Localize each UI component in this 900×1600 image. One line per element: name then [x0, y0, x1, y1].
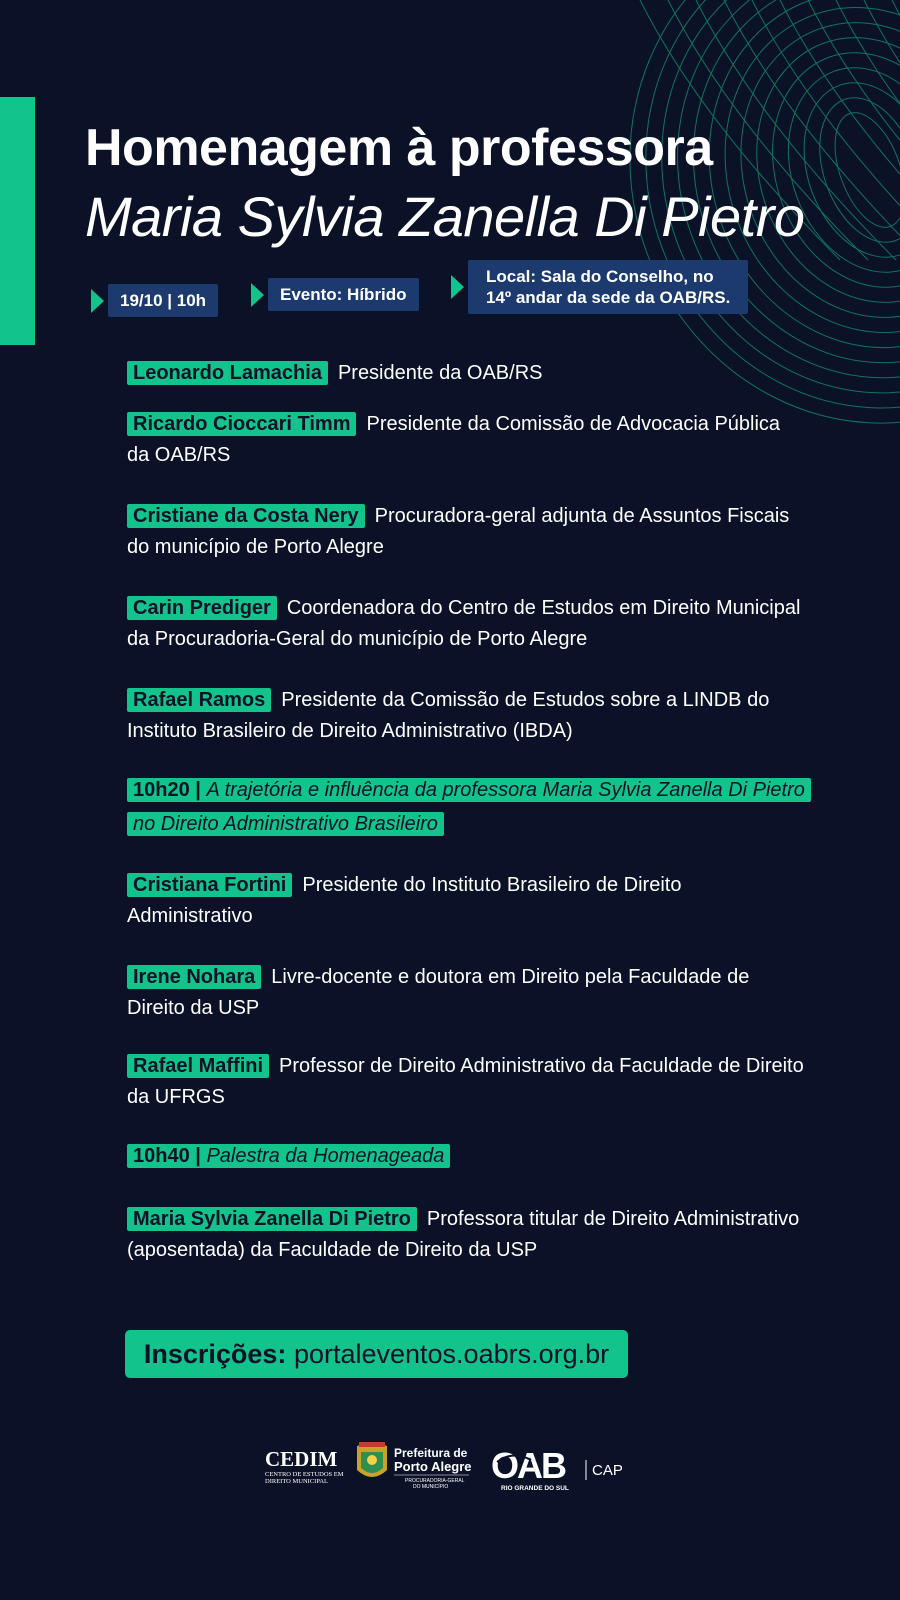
session-topic: Palestra da Homenageada — [206, 1145, 445, 1167]
speaker-name: Ricardo Cioccari Timm — [127, 412, 356, 436]
speaker-name: Irene Nohara — [127, 965, 261, 989]
registration-label: Inscrições: — [143, 1339, 287, 1369]
speaker-item — [127, 962, 807, 1024]
speaker-item — [127, 409, 807, 471]
wave-line — [892, 0, 900, 260]
speaker-name: Cristiana Fortini — [127, 873, 292, 897]
speaker-name: Rafael Maffini — [127, 1054, 269, 1078]
coat-of-arms-icon — [357, 1442, 387, 1477]
speaker-role: Presidente da Comissão de Advocacia Pública da OAB/RS — [127, 413, 781, 466]
date-tag-label: 19/10 | 10h — [108, 284, 218, 317]
page-title: Homenagem à professora — [85, 119, 713, 177]
speaker-role: Presidente do Instituto Brasileiro de Direito Administrativo — [127, 874, 682, 927]
prefeitura-logo — [357, 1442, 472, 1490]
speaker-name: Rafael Ramos — [127, 688, 271, 712]
speaker-role: Livre-docente e doutora em Direito pela Faculdade de Direito da USP — [127, 966, 750, 1019]
speaker-role: Presidente da Comissão de Estudos sobre a LINDB do Instituto Brasileiro de Direito Administrativo (IBDA) — [127, 689, 770, 742]
cedim-logo — [265, 1447, 344, 1485]
speaker-role: Procuradora-geral adjunta de Assuntos Fiscais do município de Porto Alegre — [127, 505, 790, 558]
arrow-icon — [91, 289, 104, 313]
speaker-item — [127, 501, 807, 563]
registration-url[interactable]: portaleventos.oabrs.org.br — [293, 1339, 610, 1369]
wave-ring — [801, 84, 900, 256]
partner-logos — [265, 1440, 645, 1500]
speaker-name: Cristiane da Costa Nery — [127, 504, 365, 528]
oab-logo — [491, 1445, 623, 1492]
speaker-item — [127, 1051, 807, 1113]
location-tag — [451, 260, 748, 314]
prefeitura-line1: Prefeitura de — [394, 1446, 468, 1460]
speaker-role: Professor de Direito Administrativo da Faculdade de Direito da UFRGS — [127, 1055, 804, 1108]
date-tag — [91, 284, 218, 317]
speaker-role: Coordenadora do Centro de Estudos em Direito Municipal da Procuradoria-Geral do município de Porto Alegre — [127, 597, 801, 650]
session-item — [127, 1139, 807, 1173]
honoree-name-title: Maria Sylvia Zanella Di Pietro — [85, 185, 805, 248]
oab-cap: CAP — [592, 1462, 623, 1479]
cedim-sub1: CENTRO DE ESTUDOS EM — [265, 1471, 344, 1478]
speaker-name: Carin Prediger — [127, 596, 277, 620]
registration-banner[interactable] — [125, 1330, 628, 1378]
speaker-item — [127, 593, 807, 655]
oab-name: OAB — [491, 1445, 565, 1486]
session-time: 10h40 | — [133, 1145, 201, 1167]
cedim-sub2: DIREITO MUNICIPAL — [265, 1478, 329, 1485]
event-type-tag — [251, 278, 419, 311]
arrow-icon — [251, 283, 264, 307]
event-type-label: Evento: Híbrido — [268, 278, 419, 311]
prefeitura-sub2: DO MUNICÍPIO — [413, 1484, 449, 1490]
session-time: 10h20 | — [133, 779, 201, 801]
arrow-icon — [451, 275, 464, 299]
session-item — [127, 773, 807, 841]
cedim-name: CEDIM — [265, 1447, 338, 1471]
speaker-item — [127, 1204, 807, 1266]
accent-bar — [0, 97, 35, 345]
speaker-item — [127, 685, 807, 747]
speaker-name: Leonardo Lamachia — [127, 361, 328, 385]
session-topic: A trajetória e influência da professora Maria Sylvia Zanella Di Pietro no Direito Administrativo Brasileiro — [133, 779, 805, 835]
speaker-item — [127, 870, 807, 932]
location-tag-box — [468, 260, 748, 314]
location-line-2: 14º andar da sede da OAB/RS. — [486, 288, 731, 307]
oab-sub: RIO GRANDE DO SUL — [501, 1485, 569, 1492]
speaker-name: Maria Sylvia Zanella Di Pietro — [127, 1207, 417, 1231]
speaker-item — [127, 358, 807, 389]
location-line-1: Local: Sala do Conselho, no — [486, 267, 714, 286]
wave-ring — [761, 45, 900, 296]
speaker-role: Professora titular de Direito Administrativo (aposentada) da Faculdade de Direito da USP — [127, 1208, 800, 1261]
prefeitura-line2: Porto Alegre — [394, 1459, 472, 1474]
speaker-role: Presidente da OAB/RS — [337, 362, 543, 384]
wave-ring — [821, 103, 900, 236]
prefeitura-sub1: PROCURADORIA-GERAL — [405, 1478, 465, 1484]
